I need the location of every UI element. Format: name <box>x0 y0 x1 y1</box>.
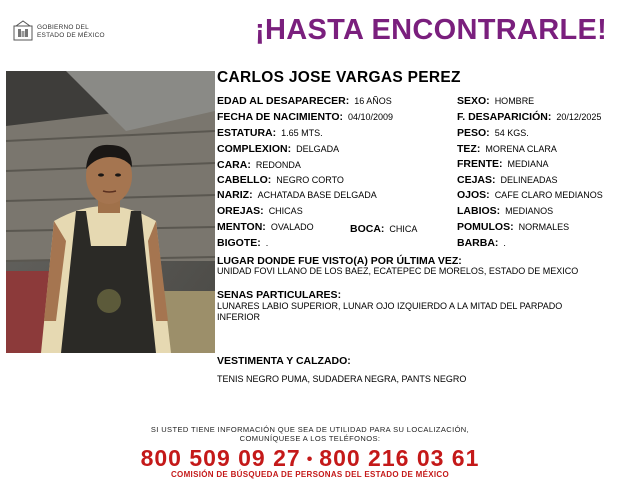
field-label: OREJAS: <box>217 205 264 217</box>
field-value: 54 KGS. <box>494 128 529 138</box>
person-photo-image <box>6 71 215 353</box>
field-fecha-nacimiento <box>217 111 393 124</box>
person-name: CARLOS JOSE VARGAS PEREZ <box>217 69 461 86</box>
commission-name: COMISIÓN DE BÚSQUEDA DE PERSONAS DEL ESTADO DE MÉXICO <box>170 470 449 479</box>
field-peso <box>457 127 529 140</box>
field-label: CARA: <box>217 159 251 171</box>
field-value: MEDIANA <box>507 159 549 169</box>
field-boca <box>350 223 417 236</box>
last-seen-title: LUGAR DONDE FUE VISTO(A) POR ÚLTIMA VEZ: <box>217 255 462 267</box>
field-label: SEXO: <box>457 95 490 107</box>
field-label: EDAD AL DESAPARECER: <box>217 95 350 107</box>
field-value: CHICAS <box>268 206 303 216</box>
field-label: ESTATURA: <box>217 127 277 139</box>
field-sexo <box>457 95 534 108</box>
field-label: POMULOS: <box>457 221 514 233</box>
field-label: FECHA DE NACIMIENTO: <box>217 111 343 123</box>
field-label: LABIOS: <box>457 205 501 217</box>
government-logo <box>12 20 132 46</box>
person-photo <box>6 71 215 353</box>
phone-number-2[interactable]: 800 216 03 61 <box>319 445 480 471</box>
headline: ¡HASTA ENCONTRARLE! <box>255 14 608 46</box>
phone-numbers <box>0 445 620 472</box>
phone-separator: • <box>306 450 314 468</box>
field-pomulos <box>457 221 569 234</box>
phone-number-1[interactable]: 800 509 09 27 <box>140 445 301 471</box>
field-value: 1.65 MTS. <box>281 128 323 138</box>
field-labios <box>457 205 553 218</box>
field-label: MENTON: <box>217 221 266 233</box>
field-label: COMPLEXION: <box>217 143 292 155</box>
field-label: FRENTE: <box>457 158 503 170</box>
field-ojos <box>457 189 603 202</box>
field-value: DELINEADAS <box>500 175 558 185</box>
field-value: . <box>265 238 269 248</box>
field-value: DELGADA <box>296 144 340 154</box>
logo-text <box>37 24 105 39</box>
field-value: NEGRO CORTO <box>276 175 344 185</box>
field-cejas <box>457 174 558 187</box>
field-orejas <box>217 205 303 218</box>
footer-note-1: SI USTED TIENE INFORMACIÓN QUE SEA DE UTILIDAD PARA SU LOCALIZACIÓN, <box>150 425 470 434</box>
field-value: 16 AÑOS <box>354 96 392 106</box>
clothing-text: TENIS NEGRO PUMA, SUDADERA NEGRA, PANTS NEGRO <box>217 374 467 384</box>
field-label: PESO: <box>457 127 490 139</box>
field-barba <box>457 237 506 250</box>
field-label: CEJAS: <box>457 174 496 186</box>
field-bigote <box>217 237 268 250</box>
field-tez <box>457 143 557 156</box>
state-seal-icon <box>12 20 34 42</box>
field-value: CAFE CLARO MEDIANOS <box>494 190 603 200</box>
field-cara <box>217 159 301 172</box>
clothing-title: VESTIMENTA Y CALZADO: <box>217 355 351 367</box>
field-complexion <box>217 143 339 156</box>
field-label: F. DESAPARICIÓN: <box>457 111 552 123</box>
field-nariz <box>217 189 377 202</box>
logo-line-2: ESTADO DE MÉXICO <box>37 31 105 39</box>
field-value: NORMALES <box>518 222 570 232</box>
footer-note-2: COMUNÍQUESE A LOS TELÉFONOS: <box>239 434 381 443</box>
marks-title: SENAS PARTICULARES: <box>217 289 342 301</box>
field-frente <box>457 158 549 171</box>
field-label: NARIZ: <box>217 189 253 201</box>
field-label: OJOS: <box>457 189 490 201</box>
field-label: BIGOTE: <box>217 237 261 249</box>
field-value: CHICA <box>389 224 418 234</box>
field-value: . <box>503 238 506 248</box>
field-value: OVALADO <box>270 222 314 232</box>
field-value: ACHATADA BASE DELGADA <box>257 190 377 200</box>
field-fecha-desaparicion <box>457 111 601 124</box>
marks-line-1: LUNARES LABIO SUPERIOR, LUNAR OJO IZQUIERDO A LA MITAD DEL PARPADO <box>217 301 563 311</box>
field-value: HOMBRE <box>494 96 535 106</box>
field-value: 04/10/2009 <box>348 112 394 122</box>
field-value: REDONDA <box>255 160 301 170</box>
field-edad <box>217 95 392 108</box>
field-value: MORENA CLARA <box>485 144 557 154</box>
field-label: BOCA: <box>350 223 385 235</box>
field-label: TEZ: <box>457 143 481 155</box>
field-label: CABELLO: <box>217 174 272 186</box>
marks-line-2: INFERIOR <box>217 312 261 322</box>
field-label: BARBA: <box>457 237 499 249</box>
logo-line-1: GOBIERNO DEL <box>37 24 89 31</box>
field-menton <box>217 221 314 234</box>
last-seen-text: UNIDAD FOVI LLANO DE LOS BAEZ, ECATEPEC DE MORELOS, ESTADO DE MEXICO <box>217 266 579 276</box>
field-estatura <box>217 127 323 140</box>
field-cabello <box>217 174 344 187</box>
field-value: 20/12/2025 <box>556 112 602 122</box>
field-value: MEDIANOS <box>505 206 554 216</box>
